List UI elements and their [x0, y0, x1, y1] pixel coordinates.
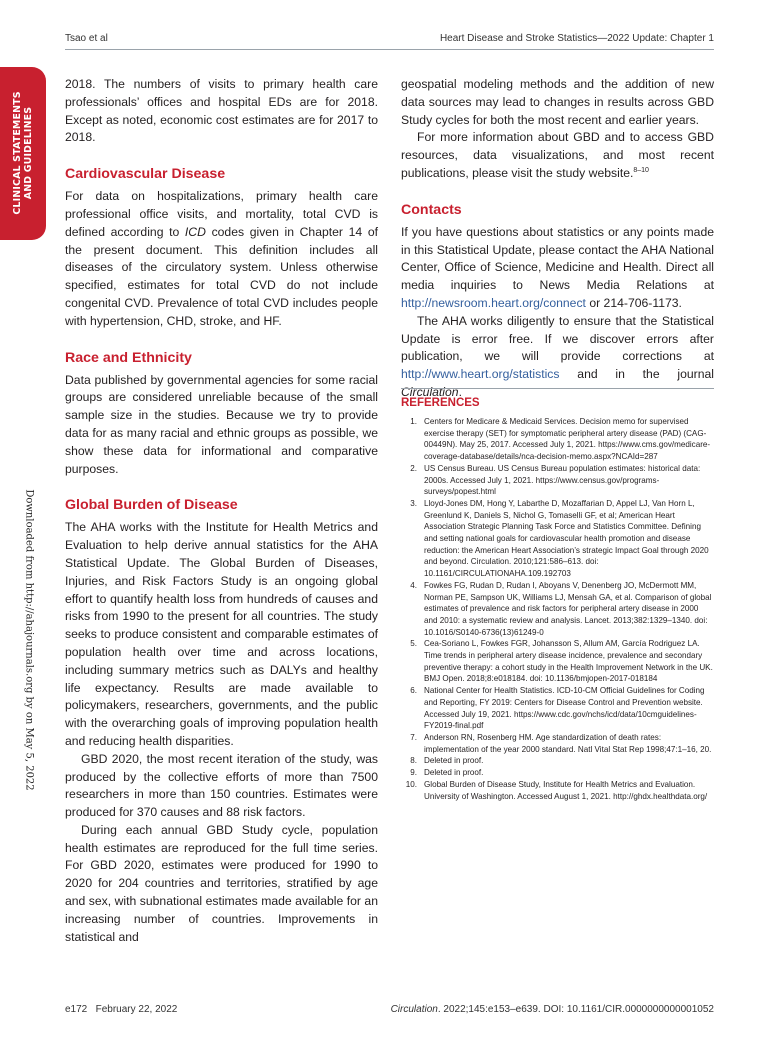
gbd-paragraph-2: GBD 2020, the most recent iteration of the study, was produced by the collective efforts of more than 7500 researchers in more than 150 countries. Estimates were produced for 370 causes and 88 risk factors. — [65, 751, 378, 820]
icd-term: ICD — [184, 224, 206, 239]
gbd-heading: Global Burden of Disease — [65, 497, 238, 514]
cvd-heading: Cardiovascular Disease — [65, 166, 226, 183]
side-tab-line-2: AND GUIDELINES — [23, 106, 34, 200]
footer-page-info — [65, 1004, 177, 1015]
footer-doi: . 2022;145:e153–e639. DOI: 10.1161/CIR.0000000000001052 — [437, 1004, 714, 1015]
download-watermark: Downloaded from http://ahajournals.org by on May 5, 2022 — [23, 489, 35, 791]
reference-item: 5. Cea-Soriano L, Fowkes FGR, Johansson S, Allum AM, García Rodriguez LA. Time trends in peripheral artery disease incidence, prevalence and secondary preventive therapy: a cohort study in the Health Improvement Network in the UK. BMJ Open. 2018;8:e018184. doi: 10.1136/bmjopen-2017-018184 — [410, 639, 713, 684]
journal-name: Circulation — [401, 384, 459, 399]
gbd-paragraph-3: During each annual GBD Study cycle, population health estimates are reproduced for the full time series. For GBD 2020, estimates were produced for 1990 to 2020 for 204 countries and territories, stratified by age and sex, with subnational estimates made available for an increasing number of countries. Improvements in statistical and — [65, 822, 378, 944]
more-info-paragraph: For more information about GBD and to access GBD resources, data visualizations, and most recent publications, please visit the study website.$^{8-10}$ — [401, 130, 714, 180]
reference-item: 2. US Census Bureau. US Census Bureau population estimates: historical data: 2000s. Accessed July 1, 2021. https://www.census.gov/programs-surveys/popest.html — [410, 463, 701, 497]
side-tab-label — [12, 91, 34, 214]
reference-item: 10. Global Burden of Disease Study, Institute for Health Metrics and Evaluation. University of Washington. Accessed August 1, 2021. http://ghdx.healthdata.org/ — [405, 779, 708, 801]
references-heading: REFERENCES — [401, 397, 480, 409]
running-header-authors: Tsao et al — [65, 33, 108, 44]
gbd-paragraph-1: The AHA works with the Institute for Health Metrics and Evaluation to help derive annual statistics for the AHA Statistical Update. The Global Burden of Diseases, Injuries, and Risk Factors Study is an ongoing global effort to quantify health loss from hundreds of causes and risks from 1990 to the present for all countries. The study seeks to produce consistent and comparable estimates of population health over time and across locations, including summary metrics such as DALYs and healthy life expectancy. Results are made available to policymakers, researchers, governments, and the public with the overarching goals of improving population health and reducing health disparities. — [65, 520, 378, 748]
running-header-title: Heart Disease and Stroke Statistics—2022 Update: Chapter 1 — [439, 33, 714, 44]
reference-item: 7. Anderson RN, Rosenberg HM. Age standardization of death rates: implementation of the year 2000 standard. Natl Vital Stat Rep 1998;47:1–16, 20. — [410, 732, 712, 754]
header-divider — [65, 49, 714, 50]
right-column — [401, 76, 714, 402]
reference-item: 9. Deleted in proof. — [410, 768, 484, 778]
page-number: e172 — [65, 1004, 88, 1015]
statistics-link[interactable]: http://www.heart.org/statistics — [401, 367, 560, 382]
newsroom-link[interactable]: http://newsroom.heart.org/connect — [401, 295, 586, 310]
footer-citation — [391, 1004, 714, 1015]
reference-item: 3. Lloyd-Jones DM, Hong Y, Labarthe D, Mozaffarian D, Appel LJ, Van Horn L, Greenlund K, Daniels S, Nichol G, Tomaselli GF, et al; American Heart Association Strategic Planning Task Force and Statistics Committee. Defining and setting national goals for cardiovascular health promotion and disease reduction: the American Heart Association’s strategic Impact Goal through 2020 and beyond. Circulation. 2010;121:586–613. doi: 10.1161/CIRCULATIONAHA.109.192703 — [410, 498, 709, 579]
cvd-paragraph: For data on hospitalizations, primary health care professional office visits, and mortality, total CVD is defined according to ICD codes given in Chapter 14 of the present document. This definition includes all diseases of the circulatory system. Unless otherwise specified, estimates for total CVD do not include congenital CVD. Prevalence of total CVD includes people with hypertension, CHD, stroke, and HF. — [65, 189, 378, 328]
reference-item: 1. Centers for Medicare & Medicaid Services. Decision memo for supervised exercise therapy (SET) for symptomatic peripheral artery disease (PAD) (CAG-00449N). May 25, 2017. Accessed July 1, 2021. https://www.cms.gov/medicare-coverage-database/details/nca-decision-memo.aspx?NCAId=287 — [410, 417, 711, 462]
citation-superscript: 8–10 — [633, 166, 649, 174]
errors-paragraph: The AHA works diligently to ensure that the Statistical Update is error free. If we discover errors after publication, we will provide corrections at http://www.heart.org/statistics and in the journal Circulation. — [401, 313, 714, 399]
race-ethnicity-heading: Race and Ethnicity — [65, 349, 192, 366]
reference-item: 4. Fowkes FG, Rudan D, Rudan I, Aboyans V, Denenberg JO, McDermott MM, Norman PE, Sampson UK, Williams LJ, Mensah GA, et al. Comparison of global estimates of prevalence and risk factors for peripheral artery disease in 2000 and 2010: a systematic review and analysis. Lancet. 2013;382:1329–1340. doi: 10.1016/S0140-6736(13)61249-0 — [410, 580, 712, 637]
issue-date: February 22, 2022 — [95, 1004, 178, 1015]
intro-paragraph: 2018. The numbers of visits to primary health care professionals’ offices and hospital EDs are for 2018. Except as noted, economic cost estimates are for 2017 to 2018. — [65, 77, 378, 145]
footer-journal: Circulation — [390, 1004, 438, 1015]
side-tab-line-1: CLINICAL STATEMENTS — [12, 91, 23, 215]
references-list — [401, 416, 714, 802]
contacts-heading: Contacts — [401, 201, 462, 218]
left-column — [65, 76, 378, 946]
reference-item: 8. Deleted in proof. — [410, 756, 484, 766]
race-ethnicity-paragraph: Data published by governmental agencies for some racial groups are considered unreliable because of the small sample size in the studies. Because we try to provide data for as many racial and ethnic groups as possible, we show these data for informational and comparative purposes. — [65, 372, 378, 476]
gbd-continuation: geospatial modeling methods and the addition of new data sources may lead to changes in results across GBD Study cycles for both the most recent and earlier years. — [401, 77, 714, 127]
references-divider — [401, 388, 714, 389]
reference-item: 6. National Center for Health Statistics. ICD-10-CM Official Guidelines for Coding and Reporting, FY 2019: Centers for Disease Control and Prevention website. Accessed July 19, 2021. https://www.cdc.gov/nchs/icd/data/10cmguidelines-FY2019-final.pdf — [410, 686, 705, 731]
contacts-paragraph: If you have questions about statistics or any points made in this Statistical Update, please contact the AHA National Center, Office of Science, Medicine and Health. Direct all media inquiries to News Media Relations at http://newsroom.heart.org/connect or 214-706-1173. — [401, 224, 714, 310]
